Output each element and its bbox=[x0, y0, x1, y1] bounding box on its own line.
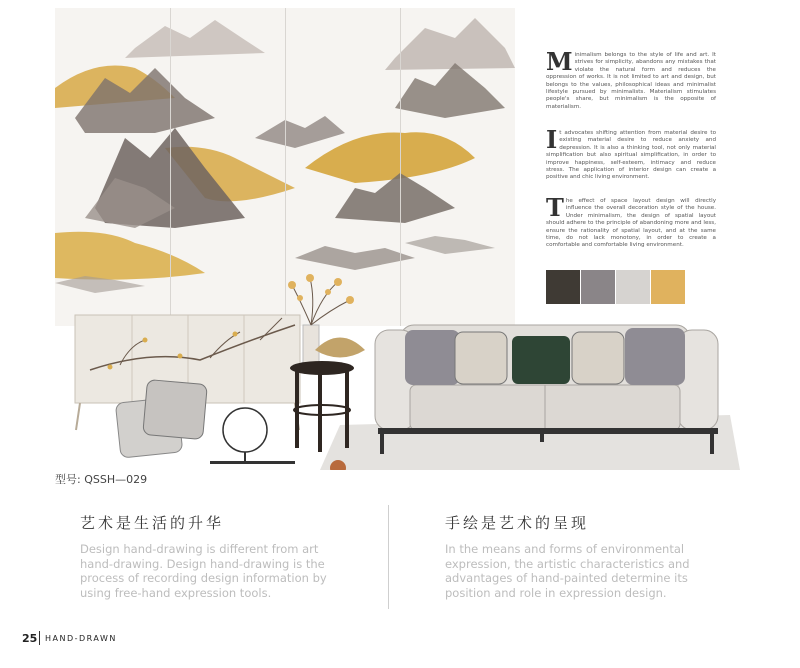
paragraph-text: he effect of space layout design will directly influence the overall decoration style of the house. Under minimalism, the design of spatial layout should adhere to the principle of abandoning more and less, ensure the rationality of spatial layout, and at the same time, do not lack monotony, in order to create a comfortable and comfortable living environment. bbox=[546, 198, 716, 249]
left-heading: 艺术是生活的升华 bbox=[80, 514, 225, 532]
sculpture bbox=[315, 338, 365, 358]
paragraph-layout bbox=[546, 193, 716, 250]
paragraph-advocacy bbox=[546, 125, 716, 182]
left-description: Design hand-drawing is different from art hand-drawing. Design hand-drawing is the process of recording design information by using free-hand expression tools. bbox=[80, 542, 327, 600]
furniture-illustration bbox=[60, 270, 750, 470]
footer-divider bbox=[39, 631, 40, 645]
drop-cap: I bbox=[546, 125, 558, 154]
footer-label: HAND-DRAWN bbox=[45, 634, 117, 643]
right-description: In the means and forms of environmental expression, the artistic characteristics and advantages of hand-painted determine its position and role in expression design. bbox=[445, 542, 690, 600]
paragraph-text: t advocates shifting attention from material desire to existing material desire to reduce anxiety and depression. It is also a thinking tool, not only material simplification but also spiritual simplification, in order to improve happiness, self-esteem, intimacy and reduce stress. The application of interior design can create a positive and chic living environment. bbox=[546, 130, 716, 181]
model-number: 型号: QSSH—029 bbox=[55, 473, 148, 486]
right-heading: 手绘是艺术的呈现 bbox=[445, 514, 590, 532]
cushion-floor bbox=[143, 379, 208, 439]
drop-cap: M bbox=[546, 47, 573, 76]
divider bbox=[388, 505, 389, 609]
drop-cap: T bbox=[546, 193, 564, 222]
hoop-sculpture bbox=[210, 408, 295, 464]
paragraph-text: inimalism belongs to the style of life and art. It strives for simplicity, abandons any mistakes that violate the natural form and reduces the oppression of works. It is not limited to art and design, but belongs to the values, philosophical ideas and minimalist lifestyle pursued by minimalists. Materialism stimulates people's share, but minimalism is the opposite of materialism. bbox=[546, 52, 716, 110]
paragraph-minimalism bbox=[546, 47, 716, 111]
page-number: 25 bbox=[22, 632, 38, 645]
